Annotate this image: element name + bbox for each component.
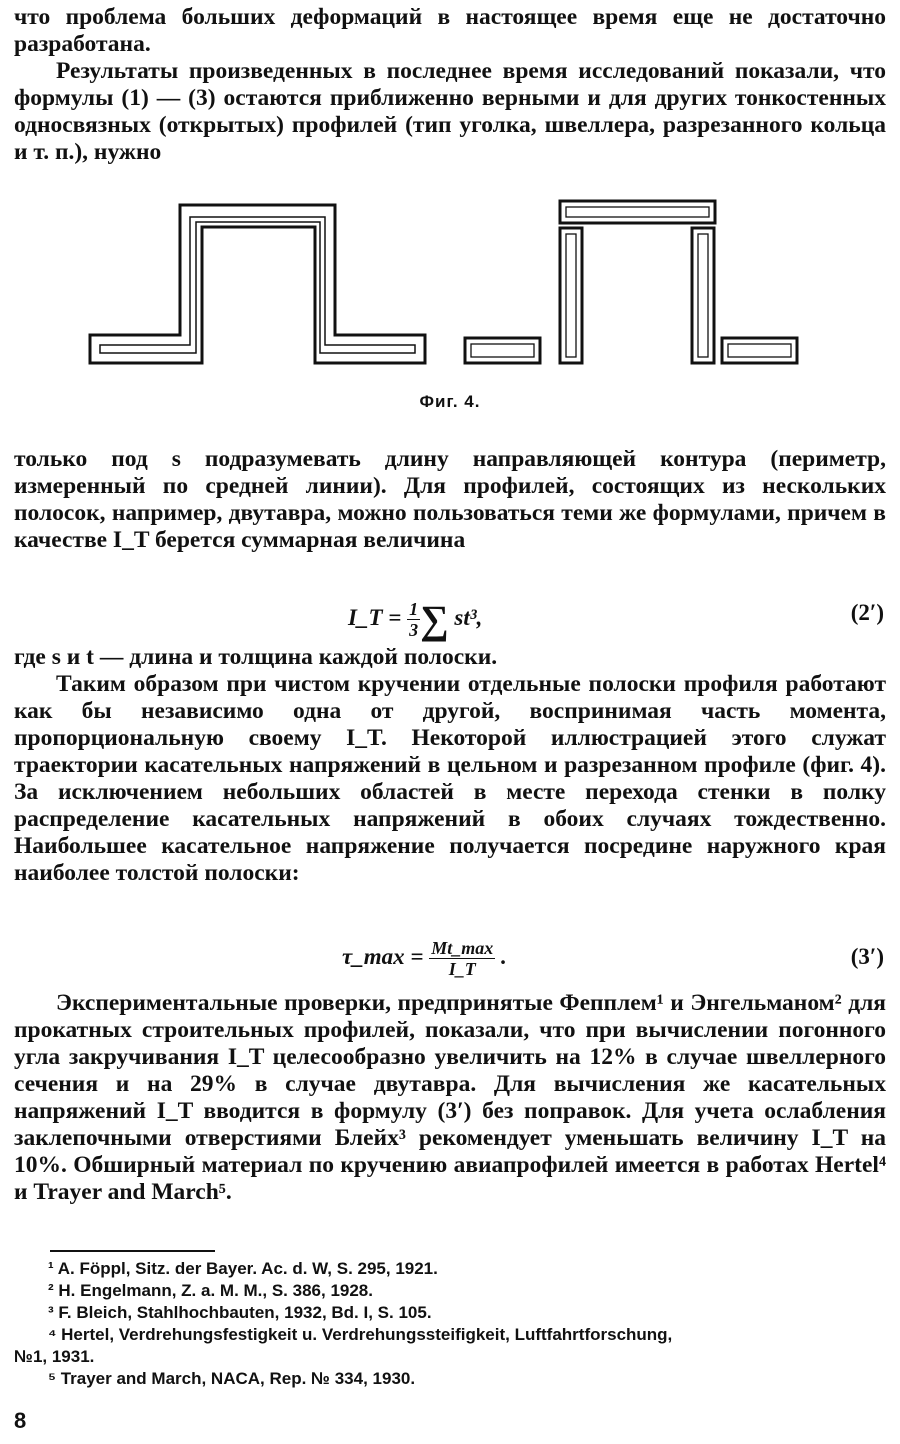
formula-lhs: τ_max = [342,943,424,969]
paragraph-where: где s и t — длина и толщина каждой полоски. [14,644,498,670]
middle-text-block [14,446,886,554]
whole-profile-outline [90,205,425,363]
paragraph-experimental: Экспериментальные проверки, предпринятые Фепплем¹ и Энгельманом² для прокатных строительных профилей, показали, что при вычислении погонного угла закручивания I_T целесообразно увеличить на 12% в случае швеллерного сечения и на 29% в случае двутавра. Для вычисления же касательных напряжений I_T вводится в формулу (3′) без поправок. Для учета ослабления заклепочными отверстиями Блейх³ рекомендует уменьшать величину I_T на 10%. Обширный материал по кручению авиапрофилей имеется в работах Hertel⁴ и Trayer and March⁵. [14,990,886,1205]
formula-3prime-expression [342,938,507,979]
page-number: 8 [14,1408,27,1433]
formula-2prime [0,592,900,642]
footnote-divider [50,1250,215,1252]
equation-number: (2′) [850,600,884,625]
paragraph-continuation: что проблема больших деформаций в настоящее время еще не достаточно разработана. [14,4,886,57]
cut-strip-right-flange [722,338,797,363]
formula-fraction [407,599,420,640]
footnote-4: ⁴ Hertel, Verdrehungsfestigkeit u. Verdrehungssteifigkeit, Luftfahrtforschung, [48,1325,673,1344]
paragraph-results: Результаты произведенных в последнее время исследований показали, что формулы (1) — (3) остаются приближенно верными и для других тонкостенных односвязных (открытых) профилей (тип уголка, швеллера, разрезанного кольца и т. п.), нужно [14,58,886,165]
formula-rhs: st³, [454,604,483,630]
footnote-2: ² H. Engelmann, Z. a. M. M., S. 386, 1928. [48,1281,373,1300]
fraction-denominator: 3 [409,620,419,640]
fraction-numerator: Mt_max [431,938,494,958]
lower-text-block [14,644,886,887]
formula-lhs: I_T = [348,604,402,630]
cut-strip-left-flange [465,338,540,363]
final-text-block [14,990,886,1206]
paragraph-perimeter: только под s подразумевать длину направляющей контура (периметр, измеренный по средней линии). Для профилей, состоящих из нескольких полосок, например, двутавра, можно пользоваться теми же формулами, причем в качестве I_T берется суммарная величина [14,446,886,553]
cut-strip-left-web [560,228,582,363]
sigma-symbol: ∑ [420,597,449,642]
formula-2prime-expression [348,596,482,643]
footnote-4-continuation: №1, 1931. [14,1347,95,1366]
footnotes [14,1258,890,1390]
equation-number: (3′) [850,944,884,969]
footnote-5: ⁵ Trayer and March, NACA, Rep. № 334, 1930. [48,1369,416,1388]
formula-fraction [429,938,495,979]
footnote-3: ³ F. Bleich, Stahlhochbauten, 1932, Bd. I, S. 105. [48,1303,432,1322]
fraction-numerator: 1 [409,599,419,619]
fraction-denominator: I_T [448,959,476,979]
cut-strip-right-web [692,228,714,363]
top-text-block [14,4,886,166]
figure-4-diagram [80,195,820,385]
paragraph-pure-torsion: Таким образом при чистом кручении отдельные полоски профиля работают как бы независимо одна от другой, воспринимая часть момента, пропорциональную своему I_T. Некоторой иллюстрацией этого служат траектории касательных напряжений в цельном и разрезанном профиле (фиг. 4). За исключением небольших областей в месте перехода стенки в полку распределение касательных напряжений в обоих случаях тождественно. Наибольшее касательное напряжение получается посредине наружного края наиболее толстой полоски: [14,671,886,886]
formula-3prime [0,934,900,984]
cut-strip-top [560,201,715,223]
formula-rhs: . [500,943,507,969]
footnote-1: ¹ A. Föppl, Sitz. der Bayer. Ac. d. W, S. 295, 1921. [48,1259,438,1278]
whole-profile-inner-trajectory [100,217,415,353]
profile-stress-trajectories [80,195,820,385]
figure-caption: Фиг. 4. [419,392,481,411]
